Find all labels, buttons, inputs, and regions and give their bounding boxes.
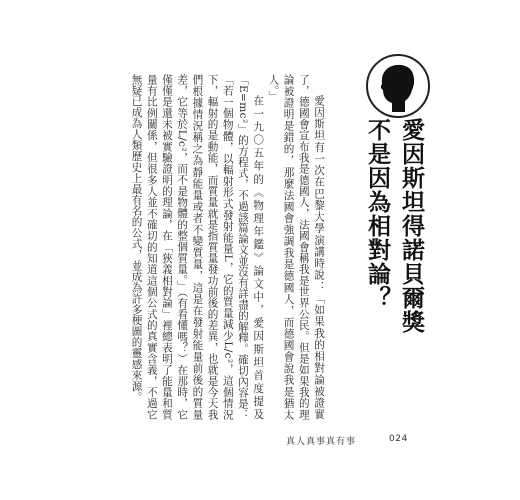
book-title: 真人真事真有事 bbox=[286, 437, 357, 447]
page-number: 024 bbox=[389, 434, 408, 444]
page-footer bbox=[286, 434, 436, 450]
title-line-1: 愛因斯坦得諾貝爾獎 bbox=[398, 118, 424, 334]
title-line-2: 不是因為相對論？ bbox=[364, 118, 390, 310]
body-text bbox=[116, 74, 326, 420]
paragraph-1: 愛因斯坦有一次在巴黎大學演講時說：「如果我的相對論被證實了，德國會宣布我是德國人，法國會稱我是世界公民。但是如果我的理論被證明是錯的，那麼法國會強調我是德國人，而德國會說我是猶太人。」 bbox=[267, 74, 325, 420]
paragraph-2: 在一九〇五年的《物理年鑑》論文中，愛因斯坦首度提及「E=mc²」的方程式，不過該篇論文並沒有詳盡的解釋。確切內容是：「若一個物體，以輻射形式發射能量L，它的質量減少L/c²，這個情況下，輻射的是動能，而質量就是指質量發功前後的差異，也就是今天我們根據情況稱之為靜能量或者不變質量，這是在發射能量前後的質量差，它等於L/c²，而不是物體的整個質量。」（有看懂嗎？）在那時，它僅僅是還未被實驗證明的理論，在「狹義相對論」裡總表明了能量和質量有比例關係，但很多人並不確切的知道這個公式的真實含義，不過它無疑已成為人類歷史上最有名的公式，並成為許多梗圖的靈感來源。 bbox=[130, 74, 265, 420]
head-silhouette-graphic bbox=[368, 56, 428, 116]
chapter-title bbox=[356, 118, 428, 334]
head-silhouette-icon bbox=[366, 54, 430, 118]
